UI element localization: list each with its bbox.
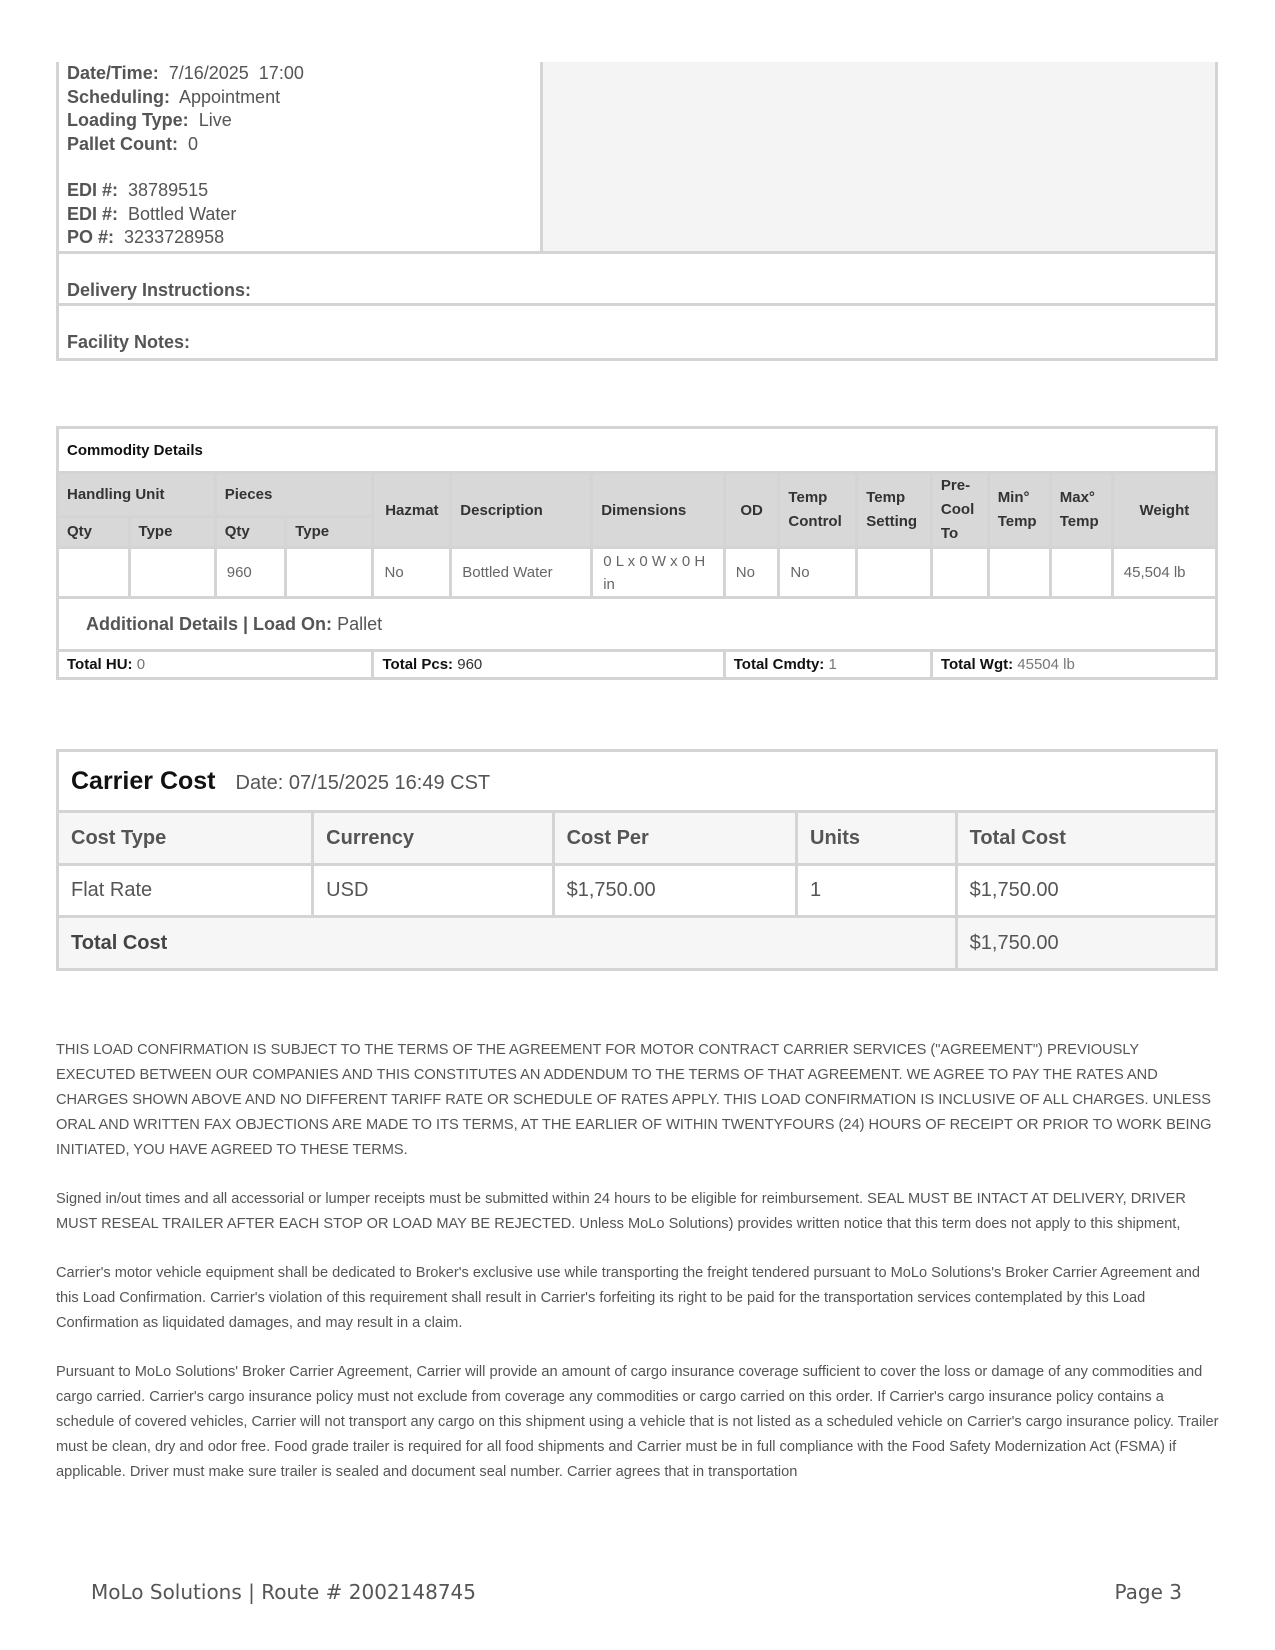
terms-paragraph-1: THIS LOAD CONFIRMATION IS SUBJECT TO THE TERMS OF THE AGREEMENT FOR MOTOR CONTRACT CARRIER SERVICES ("AGREEMENT") PREVIOUSLY EXECUTED BETWEEN OUR COMPANIES AND THIS CONSTITUTES AN ADDENDUM TO THE TERMS OF THAT AGREEMENT. WE AGREE TO PAY THE RATES AND CHARGES SHOWN ABOVE AND NO DIFFERENT TARIFF RATE OR SCHEDULE OF RATES APPLY. THIS LOAD CONFIRMATION IS INCLUSIVE OF ALL CHARGES. UNLESS ORAL AND WRITTEN FAX OBJECTIONS ARE MADE TO ITS TERMS, AT THE EARLIER OF WITHIN TWENTYFOURS (24) HOURS OF RECEIPT OR PRIOR TO WORK BEING INITIATED, YOU HAVE AGREED TO THESE TERMS.: [56, 1042, 1212, 1158]
scheduling-line: [67, 86, 540, 110]
total-cost-value: $1,750.00: [956, 917, 1216, 970]
datetime-line: [67, 62, 540, 86]
edi2-line: [67, 203, 540, 227]
additional-details-value: Pallet: [337, 613, 383, 634]
footer-page-number: Page 3: [1114, 1580, 1182, 1604]
cell-temp-setting: [857, 548, 932, 598]
po-label: PO #:: [67, 227, 115, 247]
pallet-label: Pallet Count:: [67, 133, 178, 154]
total-cmdty-value: 1: [828, 656, 837, 673]
cell-cost-per: $1,750.00: [553, 865, 796, 917]
cell-description: Bottled Water: [451, 548, 592, 598]
total-pcs: [373, 651, 724, 679]
header-hazmat: Hazmat: [373, 473, 451, 548]
carrier-cost-title: Carrier Cost: [71, 766, 216, 795]
header-hu-type: Type: [129, 516, 215, 547]
header-pieces: Pieces: [215, 473, 373, 517]
total-hu: [58, 651, 373, 679]
edi1-line: [67, 179, 540, 203]
total-wgt-value: 45504 lb: [1017, 656, 1075, 673]
carrier-cost-table: [56, 749, 1218, 971]
datetime-label: Date/Time:: [67, 63, 159, 83]
header-temp-control: Temp Control: [779, 473, 857, 548]
total-cmdty: [724, 651, 931, 679]
header-handling-unit: Handling Unit: [58, 473, 216, 517]
cell-hu-type: [129, 548, 215, 598]
pallet-line: [67, 133, 540, 157]
cell-max-temp: [1050, 548, 1112, 598]
cell-precool: [931, 548, 988, 598]
cell-od: No: [724, 548, 779, 598]
cell-weight: 45,504 lb: [1112, 548, 1216, 598]
header-min-temp: Min° Temp: [988, 473, 1050, 548]
cell-dimensions: 0 L x 0 W x 0 H in: [592, 548, 725, 598]
header-cost-per: Cost Per: [553, 812, 796, 865]
cell-units: 1: [797, 865, 957, 917]
header-hu-qty: Qty: [58, 516, 130, 547]
cell-hu-qty: [58, 548, 130, 598]
terms-paragraph-2: Signed in/out times and all accessorial or lumper receipts must be submitted within 24 hours to be eligible for reimbursement. SEAL MUST BE INTACT AT DELIVERY, DRIVER MUST RESEAL TRAILER AFTER EACH STOP OR LOAD MAY BE REJECTED. Unless MoLo Solutions) provides written notice that this term does not apply to this shipment,: [56, 1191, 1186, 1232]
header-temp-setting: Temp Setting: [857, 473, 932, 548]
commodity-table: [56, 426, 1218, 680]
header-description: Description: [451, 473, 592, 548]
cell-currency: USD: [313, 865, 553, 917]
po-value: 3233728958: [124, 227, 225, 247]
loading-value: Live: [198, 110, 232, 130]
total-cmdty-label: Total Cmdty:: [733, 656, 825, 673]
stop-info: [59, 62, 543, 251]
cell-temp-control: No: [779, 548, 857, 598]
cell-pcs-qty: 960: [215, 548, 285, 598]
pallet-value: 0: [188, 133, 199, 154]
scheduling-value: Appointment: [179, 86, 281, 107]
cell-hazmat: No: [373, 548, 451, 598]
loading-label: Loading Type:: [67, 110, 189, 130]
cell-cost-type: Flat Rate: [58, 865, 313, 917]
header-pcs-type: Type: [286, 516, 373, 547]
header-od: OD: [724, 473, 779, 548]
total-cost-label: Total Cost: [58, 917, 957, 970]
edi2-label: EDI #:: [67, 203, 119, 224]
header-units: Units: [797, 812, 957, 865]
terms-section: [56, 1038, 1221, 1509]
total-pcs-label: Total Pcs:: [382, 656, 454, 673]
stop-info-empty-panel: [543, 62, 1215, 251]
terms-paragraph-4: Pursuant to MoLo Solutions' Broker Carrier Agreement, Carrier will provide an amount of cargo insurance coverage sufficient to cover the loss or damage of any commodities and cargo carried. Carrier's cargo insurance policy must not exclude from coverage any commodities or cargo carried on this order. If Carrier's cargo insurance policy contains a schedule of covered vehicles, Carrier will not transport any cargo on this shipment using a vehicle that is not listed as a scheduled vehicle on Carrier's cargo insurance policy. Trailer must be clean, dry and odor free. Food grade trailer is required for all food shipments and Carrier must be in full compliance with the Food Safety Modernization Act (FSMA) if applicable. Driver must make sure trailer is sealed and document seal number. Carrier agrees that in transportation: [56, 1364, 1219, 1480]
total-pcs-value: 960: [457, 656, 483, 673]
additional-details: [58, 598, 1217, 651]
table-row: [58, 865, 1217, 917]
total-wgt-label: Total Wgt:: [940, 656, 1014, 673]
carrier-cost-header: [58, 751, 1217, 812]
edi1-label: EDI #:: [67, 180, 119, 200]
cell-min-temp: [988, 548, 1050, 598]
header-weight: Weight: [1112, 473, 1216, 548]
total-hu-label: Total HU:: [67, 656, 133, 673]
additional-details-label: Additional Details | Load On:: [86, 613, 333, 634]
edi2-value: Bottled Water: [128, 203, 237, 224]
terms-paragraph-3: Carrier's motor vehicle equipment shall be dedicated to Broker's exclusive use while transporting the freight tendered pursuant to MoLo Solutions's Broker Carrier Agreement and this Load Confirmation. Carrier's violation of this requirement shall result in Carrier's forfeiting its right to be paid for the transportation services contemplated by this Load Confirmation as liquidated damages, and may result in a claim.: [56, 1265, 1201, 1331]
cell-total-cost: $1,750.00: [956, 865, 1216, 917]
header-precool: Pre-Cool To: [931, 473, 988, 548]
stop-top-row: [59, 62, 1215, 254]
datetime-value: 7/16/2025 17:00: [168, 63, 304, 83]
scheduling-label: Scheduling:: [67, 86, 170, 107]
delivery-instructions: Delivery Instructions:: [59, 254, 1215, 306]
loading-line: [67, 109, 540, 133]
header-pcs-qty: Qty: [215, 516, 285, 547]
header-currency: Currency: [313, 812, 553, 865]
edi1-value: 38789515: [128, 180, 209, 200]
commodity-title: Commodity Details: [58, 428, 1217, 473]
header-dimensions: Dimensions: [592, 473, 725, 548]
facility-notes: Facility Notes:: [67, 332, 191, 352]
cell-pcs-type: [286, 548, 373, 598]
header-total-cost: Total Cost: [956, 812, 1216, 865]
stop-details: [56, 62, 1218, 361]
header-cost-type: Cost Type: [58, 812, 313, 865]
total-hu-value: 0: [136, 656, 146, 673]
footer-route: MoLo Solutions | Route # 2002148745: [91, 1580, 476, 1604]
po-line: [67, 226, 540, 250]
header-max-temp: Max° Temp: [1050, 473, 1112, 548]
total-wgt: [931, 651, 1216, 679]
carrier-cost-date: Date: 07/15/2025 16:49 CST: [235, 771, 491, 794]
table-row: [58, 548, 1217, 598]
